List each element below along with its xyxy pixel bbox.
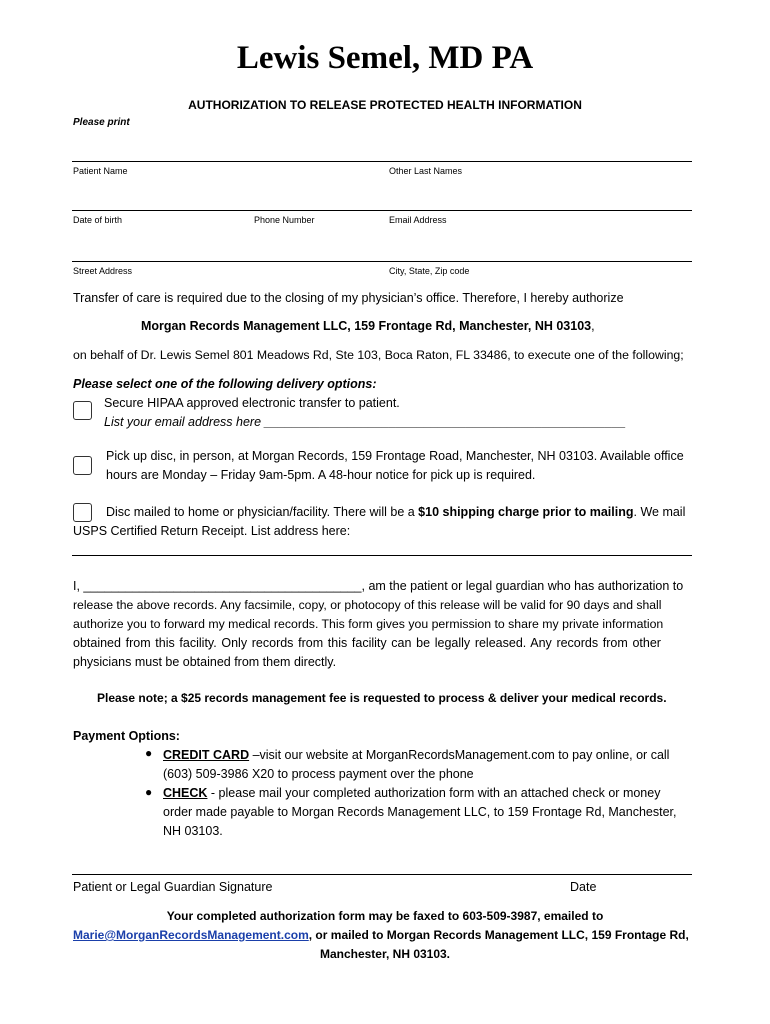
please-print-note: Please print bbox=[73, 117, 130, 128]
credit-card-text: –visit our website at MorganRecordsManagement.com to pay online, or call bbox=[249, 748, 670, 762]
option-pickup-line2: hours are Monday – Friday 9am-5pm. A 48-hour notice for pick up is required. bbox=[106, 468, 536, 482]
check-line2: order made payable to Morgan Records Management LLC, to 159 Frontage Rd, Manchester, bbox=[163, 805, 677, 819]
credit-card-line1 bbox=[163, 746, 669, 765]
option-mail-post: . We mail bbox=[633, 505, 686, 519]
credit-card-line2: (603) 509-3986 X20 to process payment over the phone bbox=[163, 767, 474, 781]
street-address-label: Street Address bbox=[73, 266, 133, 276]
address-line[interactable] bbox=[72, 261, 692, 262]
signature-label: Patient or Legal Guardian Signature bbox=[73, 880, 273, 894]
check-line3: NH 03103. bbox=[163, 824, 223, 838]
auth-line1-post: , am the patient or legal guardian who has authorization to bbox=[361, 579, 684, 593]
authorization-line1 bbox=[73, 577, 698, 596]
footer-line2 bbox=[73, 926, 689, 945]
patient-name-line[interactable] bbox=[72, 161, 692, 162]
shipping-charge: $10 shipping charge prior to mailing bbox=[418, 505, 634, 519]
authorization-line3: authorize you to forward my medical records. This form gives you permission to share my private information bbox=[73, 617, 664, 631]
pickup-checkbox[interactable] bbox=[73, 456, 92, 475]
phone-number-label: Phone Number bbox=[254, 215, 315, 225]
option-mail-line2: USPS Certified Return Receipt. List address here: bbox=[73, 524, 351, 538]
email-link[interactable]: Marie@MorganRecordsManagement.com bbox=[73, 928, 309, 942]
bullet-icon: ● bbox=[145, 785, 153, 799]
electronic-transfer-checkbox[interactable] bbox=[73, 401, 92, 420]
mail-disc-checkbox[interactable] bbox=[73, 503, 92, 522]
payment-heading: Payment Options: bbox=[73, 729, 180, 743]
option-pickup-line1: Pick up disc, in person, at Morgan Records, 159 Frontage Road, Manchester, NH 03103. Available office bbox=[106, 449, 684, 463]
check-label: CHECK bbox=[163, 786, 208, 800]
city-state-zip-label: City, State, Zip code bbox=[389, 266, 470, 276]
bullet-icon: ● bbox=[145, 746, 153, 760]
form-subtitle: AUTHORIZATION TO RELEASE PROTECTED HEALTH INFORMATION bbox=[188, 98, 582, 112]
check-text: - please mail your completed authorization form with an attached check or money bbox=[207, 786, 661, 800]
signature-line[interactable] bbox=[72, 874, 692, 875]
footer-line3: Manchester, NH 03103. bbox=[319, 947, 451, 961]
email-address-label: Email Address bbox=[389, 215, 447, 225]
other-last-names-label: Other Last Names bbox=[389, 166, 463, 176]
company-name: Morgan Records Management LLC, 159 Frontage Rd, Manchester, NH 03103 bbox=[141, 319, 592, 333]
fee-note: Please note; a $25 records management fee is requested to process & deliver your medical records. bbox=[97, 691, 667, 705]
authorization-line2: release the above records. Any facsimile, copy, or photocopy of this release will be valid for 90 days and shall bbox=[73, 598, 662, 612]
footer-line2-post: , or mailed to Morgan Records Management LLC, 159 Frontage Rd, bbox=[308, 928, 689, 942]
mail-address-line[interactable] bbox=[72, 555, 692, 556]
email-entry-line[interactable]: List your email address here ____________________________________________________ bbox=[104, 415, 626, 429]
dob-phone-email-line[interactable] bbox=[72, 210, 692, 211]
authorization-line4: obtained from this facility. Only records from this facility can be legally released. Any records from other bbox=[73, 636, 661, 650]
delivery-heading: Please select one of the following delivery options: bbox=[73, 377, 377, 391]
option-electronic-label: Secure HIPAA approved electronic transfer to patient. bbox=[104, 396, 400, 410]
company-line bbox=[141, 317, 595, 336]
check-line1 bbox=[163, 784, 660, 803]
page-title: Lewis Semel, MD PA bbox=[236, 40, 534, 76]
date-label: Date bbox=[570, 880, 597, 894]
option-mail-pre: Disc mailed to home or physician/facility. There will be a bbox=[106, 505, 419, 519]
company-comma: , bbox=[591, 319, 595, 333]
authorization-line5: physicians must be obtained from them directly. bbox=[73, 655, 337, 669]
footer-line1: Your completed authorization form may be faxed to 603-509-3987, emailed to bbox=[166, 909, 604, 923]
transfer-intro: Transfer of care is required due to the closing of my physician’s office. Therefore, I hereby authorize bbox=[73, 291, 624, 305]
auth-i: I, bbox=[73, 579, 84, 593]
behalf-line: on behalf of Dr. Lewis Semel 801 Meadows Rd, Ste 103, Boca Raton, FL 33486, to execute one of the following; bbox=[73, 348, 684, 362]
option-mail-line1 bbox=[106, 503, 685, 522]
guardian-name-blank[interactable]: ________________________________________ bbox=[83, 579, 362, 593]
authorization-paragraph bbox=[73, 577, 698, 672]
date-of-birth-label: Date of birth bbox=[73, 215, 123, 225]
patient-name-label: Patient Name bbox=[73, 166, 128, 176]
credit-card-label: CREDIT CARD bbox=[163, 748, 250, 762]
